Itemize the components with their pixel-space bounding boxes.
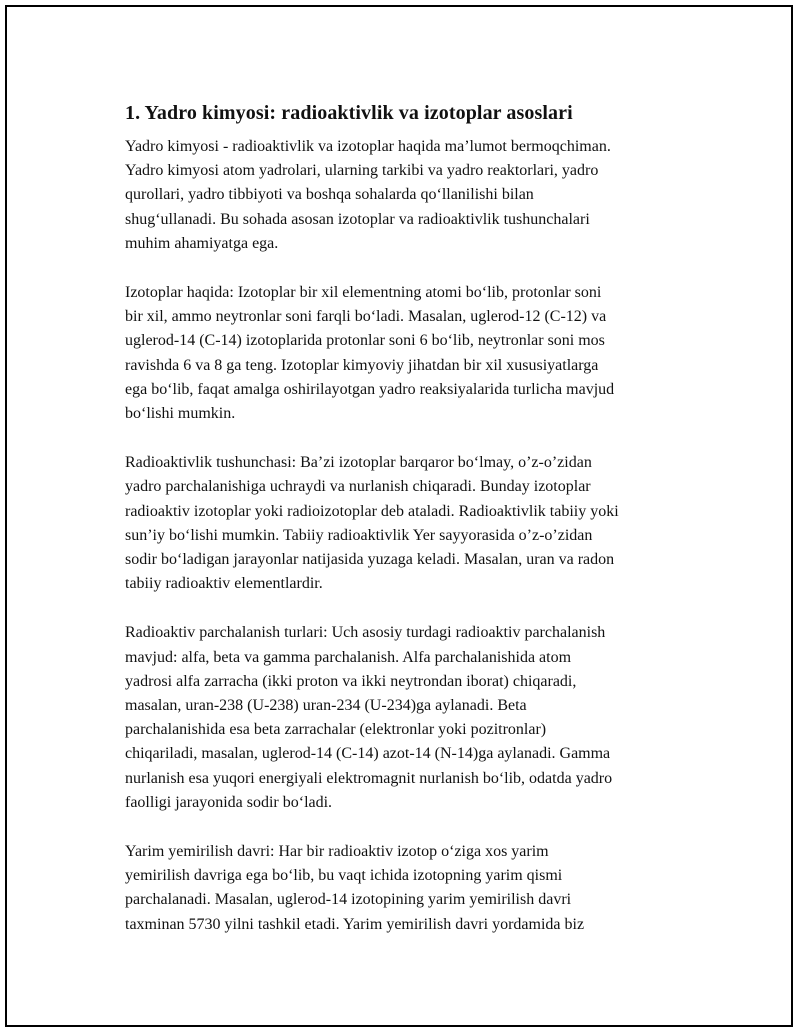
page-frame (5, 5, 793, 1027)
paragraph-half-life: Yarim yemirilish davri: Har bir radioaktiv izotop o‘ziga xos yarim yemirilish davriga ega bo‘lib, bu vaqt ichida izotopning yarim qismi parchalanadi. Masalan, uglerod-14 izotopining yarim yemirilish davri taxminan 5730 yilni tashkil etadi. Yarim yemirilish davri yordamida biz (125, 843, 585, 933)
document-body (125, 99, 725, 962)
paragraph-decay-types: Radioaktiv parchalanish turlari: Uch asosiy turdagi radioaktiv parchalanish mavjud: alfa, beta va gamma parchalanish. Alfa parchalanishida atom yadrosi alfa zarracha (ikki proton va ikki neytrondan iborat) chiqaradi, masalan, uran-238 (U-238) uran-234 (U-234)ga aylanadi. Beta parchalanishida esa beta zarrachalar (elektronlar yoki pozitronlar) chiqariladi, masalan, uglerod-14 (C-14) azot-14 (N-14)ga aylanadi. Gamma nurlanish esa yuqori energiyali elektromagnit nurlanish bo‘lib, odatda yadro faolligi jarayonida sodir bo‘ladi. (125, 624, 613, 811)
document-title: 1. Yadro kimyosi: radioaktivlik va izotoplar asoslari (125, 102, 573, 124)
paragraph-isotopes: Izotoplar haqida: Izotoplar bir xil elementning atomi bo‘lib, protonlar soni bir xil, ammo neytronlar soni farqli bo‘ladi. Masalan, uglerod-12 (C-12) va uglerod-14 (C-14) izotoplarida protonlar soni 6 bo‘lib, neytronlar soni mos ravishda 6 va 8 ga teng. Izotoplar kimyoviy jihatdan bir xil xususiyatlarga ega bo‘lib, faqat amalga oshirilayotgan yadro reaksiyalarida turlicha mavjud bo‘lishi mumkin. (125, 284, 615, 423)
paragraph-radioactivity: Radioaktivlik tushunchasi: Ba’zi izotoplar barqaror bo‘lmay, o’z-o’zidan yadro parchalanishiga uchraydi va nurlanish chiqaradi. Bunday izotoplar radioaktiv izotoplar yoki radioizotoplar deb ataladi. Radioaktivlik tabiiy yoki sun’iy bo‘lishi mumkin. Tabiiy radioaktivlik Yer sayyorasida o’z-o’zidan sodir bo‘ladigan jarayonlar natijasida yuzaga keladi. Masalan, uran va radon tabiiy radioaktiv elementlardir. (125, 454, 619, 593)
paragraph-intro: Yadro kimyosi - radioaktivlik va izotoplar haqida ma’lumot bermoqchiman. Yadro kimyosi atom yadrolari, ularning tarkibi va yadro reaktorlari, yadro qurollari, yadro tibbiyoti va boshqa sohalarda qo‘llanilishi bilan shug‘ullanadi. Bu sohada asosan izotoplar va radioaktivlik tushunchalari muhim ahamiyatga ega. (125, 138, 611, 252)
